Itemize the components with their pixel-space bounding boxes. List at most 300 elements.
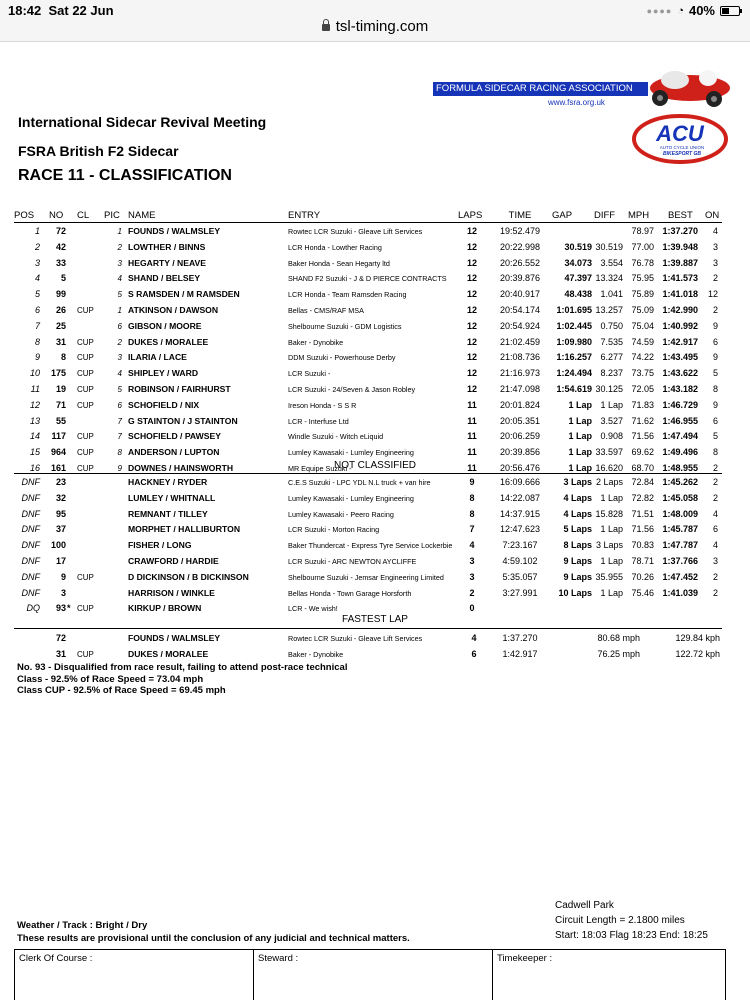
lock-icon [322, 24, 330, 31]
date: Sat 22 Jun [48, 3, 114, 18]
cell-entry: LCR Suzuki - [288, 369, 331, 379]
cell-entry: LCR Honda - Team Ramsden Racing [288, 290, 407, 300]
cell-kph: 129.84 kph [675, 633, 720, 643]
cell-laps: 12 [466, 336, 477, 347]
cell-class: CUP [77, 306, 94, 315]
cell-best: 1:46.729 [662, 399, 698, 410]
fsra-name: FORMULA SIDECAR RACING ASSOCIATION [433, 82, 648, 96]
cell-pic: 5 [117, 385, 122, 394]
provisional-disclaimer: These results are provisional until the conclusion of any judicial and technical matters. [17, 933, 410, 944]
cell-pos: DNF [21, 477, 40, 487]
cell-name: REMNANT / TILLEY [128, 508, 208, 519]
cell-on: 8 [712, 384, 718, 394]
cell-gap: 4 Laps [563, 492, 592, 503]
table-row [0, 507, 750, 523]
cell-laps: 12 [466, 289, 477, 300]
cell-pic: 3 [117, 353, 122, 363]
cell-laps: 12 [466, 226, 477, 236]
cell-mph: 74.22 [631, 352, 654, 363]
table-row [0, 491, 750, 507]
cell-diff: 3 Laps [595, 540, 623, 551]
cell-best: 1:37.766 [662, 556, 698, 566]
cell-on: 5 [712, 368, 718, 379]
cell-pic: 1 [117, 227, 122, 236]
cell-pos: 14 [29, 431, 40, 442]
cell-diff: 3.527 [600, 415, 623, 426]
table-row [0, 287, 750, 303]
cell-pic: 9 [117, 464, 122, 473]
cell-pos: 3 [34, 257, 40, 268]
acu-sub2: BIKESPORT GB [663, 151, 701, 157]
cell-no: 71 [55, 399, 66, 410]
cell-time: 20:06.259 [499, 431, 541, 442]
cell-no: 100 [50, 540, 66, 551]
cell-time: 1:37.270 [502, 633, 538, 643]
cell-mph: 76.78 [631, 257, 654, 268]
cell-entry: LCR Honda - Lowther Racing [288, 242, 382, 252]
table-row [0, 475, 750, 491]
cell-diff: 2 Laps [595, 477, 623, 487]
cell-entry: MR Equipe Suzuki - [288, 464, 352, 473]
table-row [0, 414, 750, 430]
cell-name: LOWTHER / BINNS [128, 241, 206, 252]
cell-best: 1:41.573 [662, 273, 698, 284]
cell-no: 117 [51, 431, 66, 442]
timekeeper-field [493, 950, 726, 1000]
cell-pos: 5 [34, 289, 40, 300]
cell-entry: Bellas Honda - Town Garage Horsforth [288, 588, 412, 598]
cell-mph: 75.04 [631, 320, 654, 331]
cell-name: DUKES / MORALEE [128, 648, 209, 659]
cell-no: 9 [60, 571, 66, 582]
cell-laps: 3 [469, 571, 475, 582]
clerk-label: Clerk Of Course : [19, 953, 93, 964]
cell-name: DUKES / MORALEE [128, 336, 209, 347]
cell-on: 2 [712, 477, 718, 487]
cell-name: ANDERSON / LUPTON [128, 447, 220, 458]
cell-on: 12 [707, 289, 718, 300]
cell-mph: 70.26 [631, 571, 654, 582]
cell-gap: 48.438 [564, 289, 592, 300]
col-time: TIME [508, 210, 532, 221]
cell-best: 1:42.990 [662, 305, 698, 315]
battery-icon [720, 6, 740, 16]
cell-name: ATKINSON / DAWSON [128, 305, 219, 315]
cell-gap: 8 Laps [563, 540, 592, 551]
cell-pos: DNF [21, 508, 40, 519]
cell-pos: 4 [34, 273, 40, 284]
cell-pos: 11 [30, 384, 40, 394]
cell-on: 8 [712, 447, 718, 458]
cell-name: FOUNDS / WALMSLEY [128, 633, 221, 643]
cell-on: 6 [712, 336, 718, 347]
cell-pos: 12 [29, 399, 40, 410]
cell-gap: 9 Laps [563, 556, 592, 566]
circuit-name: Cadwell Park [555, 900, 614, 911]
cell-best: 1:41.039 [662, 587, 698, 598]
cell-mph: 73.75 [631, 368, 654, 379]
table-row [0, 366, 750, 382]
cell-pos: 10 [29, 368, 40, 379]
cell-time: 1:42.917 [502, 648, 538, 659]
cell-entry: Shelbourne Suzuki - GDM Logistics [288, 321, 402, 331]
table-row [0, 522, 750, 538]
cell-gap: 1:54.619 [556, 384, 592, 394]
cell-no: 3 [60, 587, 66, 598]
cell-gap: 1:24.494 [556, 368, 592, 379]
race-times: Start: 18:03 Flag 18:23 End: 18:25 [555, 930, 708, 941]
cell-laps: 4 [469, 540, 475, 551]
cell-no: 37 [55, 524, 66, 535]
cell-on: 2 [712, 305, 718, 315]
cell-best: 1:37.270 [662, 226, 698, 236]
cell-laps: 11 [467, 447, 477, 458]
table-row [0, 271, 750, 287]
cell-mph: 75.95 [631, 273, 654, 284]
cell-laps: 7 [469, 524, 475, 535]
cell-mph: 75.46 [631, 587, 654, 598]
signature-box [14, 949, 726, 1000]
race-notes [17, 662, 347, 697]
fastest-lap-row [0, 631, 750, 647]
weather-block [17, 919, 410, 945]
cell-diff: 15.828 [595, 508, 623, 519]
cell-pic: 7 [117, 416, 122, 426]
fastest-lap-heading: FASTEST LAP [342, 614, 408, 625]
cell-entry: Baker Honda - Sean Hegarty ltd [288, 258, 390, 268]
cell-pic: 3 [117, 258, 122, 268]
cell-gap: 1:16.257 [556, 352, 592, 363]
cell-laps: 12 [466, 352, 477, 363]
cell-time: 16:09.666 [499, 477, 541, 487]
cell-gap: 4 Laps [563, 508, 592, 519]
table-row [0, 445, 750, 461]
cell-laps: 12 [466, 320, 477, 331]
cell-laps: 11 [467, 463, 477, 473]
cell-gap: 1:09.980 [556, 336, 592, 347]
cell-mph: 71.51 [631, 508, 654, 519]
cell-entry: Lumley Kawasaki - Lumley Engineering [288, 493, 414, 503]
steward-label: Steward : [258, 953, 299, 964]
cell-gap: 1 Lap [568, 447, 592, 458]
cell-class: CUP [77, 385, 94, 394]
cell-no: 964 [50, 447, 66, 458]
cell-time: 14:37.915 [499, 508, 541, 519]
cell-gap: 34.073 [564, 257, 592, 268]
cell-laps: 12 [466, 241, 477, 252]
cell-laps: 9 [469, 477, 475, 487]
status-right [647, 3, 740, 18]
cell-pic: 7 [117, 432, 122, 442]
cell-name: ILARIA / LACE [128, 352, 187, 363]
cell-mph: 78.97 [631, 226, 654, 236]
cell-entry: LCR - We wish! [288, 604, 338, 614]
cell-gap: 1 Lap [568, 415, 592, 426]
cell-on: 2 [712, 492, 718, 503]
col-cl: CL [77, 210, 90, 221]
cell-no: 25 [55, 320, 66, 331]
cell-name: SCHOFIELD / PAWSEY [128, 431, 221, 442]
status-bar [0, 0, 750, 42]
cell-mph: 68.70 [631, 463, 654, 473]
cell-lap: 4 [471, 633, 477, 643]
cell-no: 95 [55, 508, 66, 519]
cell-no: 23 [55, 477, 66, 487]
cell-time: 21:08.736 [499, 352, 541, 363]
cell-best: 1:48.955 [662, 463, 698, 473]
cell-gap: 3 Laps [563, 477, 592, 487]
cell-diff: 0.908 [600, 431, 623, 442]
cell-time: 20:39.856 [499, 447, 541, 458]
col-best: BEST [668, 210, 693, 221]
cell-time: 20:22.998 [499, 241, 541, 252]
cell-entry: C.E.S Suzuki - LPC YDL N.L truck + van hire [288, 478, 431, 487]
cell-time: 14:22.087 [499, 492, 541, 503]
cell-entry: Lumley Kawasaki - Peero Racing [288, 509, 394, 519]
wifi-icon: ◔ [677, 4, 684, 17]
cell-pos: 13 [29, 415, 40, 426]
clock: 18:42 [8, 3, 42, 18]
cell-pos: DNF [21, 492, 40, 503]
cell-entry: Rowtec LCR Suzuki - Gleave Lift Services [288, 227, 423, 236]
cell-diff: 13.324 [595, 273, 623, 284]
cell-laps: 12 [466, 257, 477, 268]
cell-mph: 80.68 mph [597, 633, 640, 643]
cell-diff: 33.597 [595, 447, 623, 458]
battery-fill [722, 8, 729, 14]
cell-entry: Windle Suzuki - Witch eLiquid [288, 432, 384, 442]
timekeeper-label: Timekeeper : [497, 953, 553, 964]
cell-class: CUP [77, 353, 94, 363]
cell-on: 6 [712, 415, 718, 426]
cell-name: GIBSON / MOORE [128, 320, 202, 331]
fastest-lap-rule [14, 628, 722, 629]
cell-pos: 15 [29, 447, 40, 458]
cell-no: 31 [55, 648, 66, 659]
cell-mph: 72.84 [631, 477, 654, 487]
cell-name: G STAINTON / J STAINTON [128, 415, 238, 426]
cell-diff: 1.041 [600, 289, 623, 300]
cell-entry: SHAND F2 Suzuki - J & D PIERCE CONTRACTS [288, 274, 447, 284]
cell-mph: 69.62 [631, 447, 654, 458]
cell-pos: 2 [34, 241, 40, 252]
cell-gap: 9 Laps [563, 571, 592, 582]
cell-name: HACKNEY / RYDER [128, 477, 208, 487]
cell-no: 19 [55, 384, 66, 394]
cell-mph: 71.56 [631, 524, 654, 535]
table-row [0, 586, 750, 602]
cell-name: S RAMSDEN / M RAMSDEN [128, 289, 240, 300]
cell-lap: 6 [471, 648, 477, 659]
cell-name: DOWNES / HAINSWORTH [128, 463, 234, 473]
cell-class: CUP [77, 369, 94, 379]
cell-pos: DNF [21, 540, 40, 551]
cell-best: 1:40.992 [662, 320, 698, 331]
cell-no: 42 [55, 241, 66, 252]
cell-no: 17 [55, 556, 66, 566]
cell-name: SCHOFIELD / NIX [128, 399, 200, 410]
table-row [0, 429, 750, 445]
cell-gap: 5 Laps [563, 524, 592, 535]
cell-class: CUP [77, 649, 94, 659]
cell-on: 2 [712, 571, 718, 582]
cell-laps: 11 [467, 399, 477, 410]
cell-mph: 76.25 mph [597, 648, 640, 659]
cell-pic: 6 [117, 400, 122, 410]
cell-kph: 122.72 kph [675, 648, 720, 659]
cell-diff: 7.535 [600, 336, 623, 347]
table-row [0, 224, 750, 240]
cell-mph: 77.00 [631, 241, 654, 252]
table-row [0, 382, 750, 398]
cell-name: KIRKUP / BROWN [128, 603, 202, 614]
header-rule [14, 222, 722, 223]
cell-best: 1:45.058 [662, 492, 698, 503]
cell-name: LUMLEY / WHITNALL [128, 492, 216, 503]
cell-on: 6 [712, 524, 718, 535]
cell-pic: 2 [117, 337, 122, 347]
cell-gap: 1:01.695 [556, 305, 592, 315]
cell-best: 1:45.787 [662, 524, 698, 535]
cell-name: FOUNDS / WALMSLEY [128, 226, 221, 236]
cell-laps: 0 [469, 603, 475, 614]
cell-gap: 1:02.445 [556, 320, 592, 331]
table-row [0, 554, 750, 570]
table-row [0, 303, 750, 319]
cell-time: 21:16.973 [499, 368, 541, 379]
cell-on: 5 [712, 431, 718, 442]
cell-pic: 1 [117, 306, 122, 315]
cell-name: D DICKINSON / B DICKINSON [128, 571, 249, 582]
cell-name: CRAWFORD / HARDIE [128, 556, 219, 566]
cell-diff: 1 Lap [600, 399, 623, 410]
cell-no: 5 [60, 273, 66, 284]
cell-no: 55 [55, 415, 66, 426]
cell-laps: 3 [469, 556, 475, 566]
cell-on: 4 [712, 540, 718, 551]
cell-time: 21:47.098 [499, 384, 541, 394]
weather-track: Weather / Track : Bright / Dry [17, 920, 148, 931]
dq-marker: * [67, 603, 71, 614]
cell-time: 20:01.824 [499, 399, 541, 410]
cell-best: 1:41.018 [662, 289, 698, 300]
cell-no: 161 [50, 463, 66, 473]
cell-diff: 3.554 [600, 257, 623, 268]
signal-dots-icon: ●●●● [646, 5, 673, 16]
cell-time: 20:05.351 [499, 415, 541, 426]
meeting-title: International Sidecar Revival Meeting [18, 114, 267, 130]
race-title: RACE 11 - CLASSIFICATION [18, 167, 232, 184]
col-mph: MPH [628, 210, 650, 221]
cell-gap: 47.397 [564, 273, 592, 284]
cell-no: 33 [55, 257, 66, 268]
cell-class: CUP [77, 604, 94, 614]
col-no: NO [49, 210, 64, 221]
cell-time: 20:56.476 [499, 463, 541, 473]
cell-class: CUP [77, 464, 94, 473]
cell-mph: 75.89 [631, 289, 654, 300]
circuit-length: Circuit Length = 2.1800 miles [555, 915, 685, 926]
cell-laps: 12 [466, 273, 477, 284]
cell-mph: 71.62 [631, 415, 654, 426]
table-row [0, 538, 750, 554]
cell-mph: 71.56 [631, 431, 654, 442]
cell-entry: LCR - Interfuse Ltd [288, 416, 349, 426]
cell-pos: DNF [21, 524, 40, 535]
cell-class: CUP [77, 448, 94, 458]
cell-no: 99 [55, 289, 66, 300]
cell-diff: 35.955 [595, 571, 623, 582]
cell-on: 2 [712, 273, 718, 284]
cell-entry: Shelbourne Suzuki - Jemsar Engineering Limited [288, 572, 444, 582]
note-cup-speed: Class CUP - 92.5% of Race Speed = 69.45 mph [17, 685, 226, 696]
cell-time: 20:26.552 [499, 257, 541, 268]
cell-no: 26 [55, 305, 66, 315]
cell-time: 3:27.991 [502, 587, 538, 598]
cell-diff: 30.125 [595, 384, 623, 394]
acu-sub1: AUTO CYCLE UNION [659, 145, 705, 150]
steward-field [254, 950, 493, 1000]
col-pos: POS [14, 210, 35, 221]
cell-mph: 72.82 [631, 492, 654, 503]
cell-diff: 1 Lap [600, 524, 623, 535]
cell-best: 1:47.452 [662, 571, 698, 582]
cell-class: CUP [77, 432, 94, 442]
cell-laps: 12 [466, 305, 477, 315]
cell-gap: 1 Lap [568, 431, 592, 442]
cell-laps: 11 [467, 431, 477, 442]
cell-mph: 75.09 [631, 305, 654, 315]
cell-best: 1:39.887 [662, 257, 698, 268]
cell-no: 93 [55, 603, 66, 614]
cell-name: SHIPLEY / WARD [128, 368, 199, 379]
cell-entry: Rowtec LCR Suzuki - Gleave Lift Services [288, 634, 423, 643]
status-time [8, 3, 114, 18]
not-classified-heading: NOT CLASSIFIED [333, 460, 417, 471]
col-gap: GAP [552, 210, 573, 221]
fsra-url: www.fsra.org.uk [548, 98, 605, 107]
cell-time: 4:59.102 [502, 556, 538, 566]
cell-no: 31 [55, 336, 66, 347]
cell-laps: 12 [466, 384, 477, 394]
col-pic: PIC [104, 210, 120, 221]
cell-best: 1:45.262 [662, 477, 698, 487]
table-row [0, 350, 750, 366]
url-bar[interactable] [0, 18, 750, 35]
col-on: ON [705, 210, 720, 221]
sidecar-icon [640, 60, 735, 110]
cell-gap: 10 Laps [558, 587, 592, 598]
cell-diff: 13.257 [595, 305, 623, 315]
cell-on: 3 [712, 556, 718, 566]
cell-best: 1:42.917 [662, 336, 698, 347]
cell-pos: 16 [29, 463, 40, 473]
cell-diff: 1 Lap [600, 492, 623, 503]
fastest-lap-row [0, 647, 750, 663]
cell-pos: 6 [34, 305, 40, 315]
cell-name: SHAND / BELSEY [128, 273, 201, 284]
cell-laps: 8 [469, 492, 475, 503]
cell-best: 1:47.787 [662, 540, 698, 551]
cell-pos: DNF [21, 587, 40, 598]
cell-gap: 30.519 [564, 241, 592, 252]
cell-laps: 11 [467, 415, 477, 426]
cell-entry: Ireson Honda - S S R [288, 400, 357, 410]
cell-pos: 9 [34, 352, 40, 363]
cell-entry: LCR Suzuki - Morton Racing [288, 525, 380, 535]
cell-on: 4 [712, 508, 718, 519]
cell-laps: 8 [469, 508, 475, 519]
